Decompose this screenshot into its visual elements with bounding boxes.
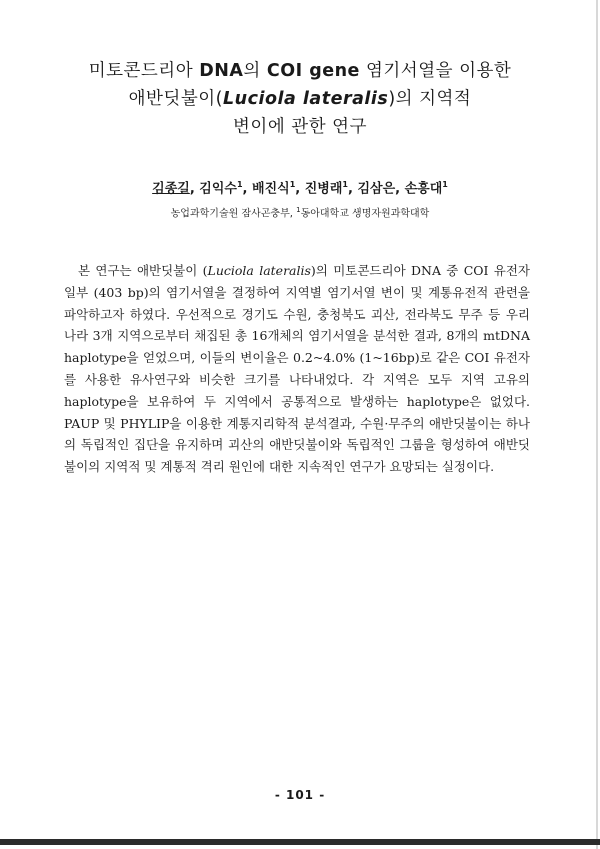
title-text: 염기서열을 이용한 xyxy=(359,61,512,81)
affiliation-line xyxy=(40,203,560,221)
author: , 진병래 xyxy=(295,181,343,197)
abstract-species-name: Luciola lateralis xyxy=(207,263,311,278)
affiliation-marker: 1 xyxy=(289,180,296,189)
page-bottom-edge xyxy=(0,839,600,845)
author: , 김삼은, 손흥대 xyxy=(347,181,443,197)
author-list xyxy=(40,176,560,198)
title-text-dna: DNA xyxy=(199,61,244,81)
author-first: 김종길 xyxy=(152,181,190,197)
title-species-name: Luciola lateralis xyxy=(223,89,389,109)
paper-title xyxy=(40,58,560,142)
affiliation-marker: 1 xyxy=(442,180,448,189)
abstract-body xyxy=(64,260,530,478)
abstract-text: 본 연구는 애반딧불이 ( xyxy=(78,263,208,278)
title-line-3: 변이에 관한 연구 xyxy=(233,117,367,137)
title-text-coi-gene: COI gene xyxy=(266,61,360,81)
title-text: 의 xyxy=(243,61,267,81)
title-text: )의 지역적 xyxy=(388,89,472,109)
title-text: 애반딧불이( xyxy=(128,89,224,109)
title-line-2 xyxy=(40,86,560,112)
affiliation-marker: 1 xyxy=(296,206,301,214)
author: , 배진식 xyxy=(242,181,290,197)
affiliation-1: 농업과학기술원 잠사곤충부, xyxy=(170,208,297,220)
title-text: 미토콘드리아 xyxy=(88,61,200,81)
affiliation-marker: 1 xyxy=(236,180,243,189)
abstract-text: )의 미토콘드리아 DNA 중 COI 유전자 일부 (403 bp)의 염기서열을 결정하여 지역별 염기서열 변이 및 계통유전적 관련을 파악하고자 하였다. 우선적으로 경기도 수원, 충청북도 괴산, 전라북도 무주 등 우리 나라 3개 지역으로부터 채집된 총 16개체의 염기서열을 분석한 결과, 8개의 mtDNA haplotype을 얻었으며, 이들의 변이율은 0.2~4.0% (1~16bp)로 같은 COI 유전자를 사용한 유사연구와 비슷한 크기를 나타내었다. 각 지역은 모두 지역 고유의 haplotype을 보유하여 두 지역에서 공통적으로 발생하는 haplotype은 없었다. PAUP 및 PHYLIP을 이용한 계통지리학적 분석결과, 수원·무주의 애반딧불이는 하나의 독립적인 집단을 유지하며 괴산의 애반딧불이와 독립적인 그룹을 형성하여 애반딧불이의 지역적 및 계통적 격리 원인에 대한 지속적인 연구가 요망되는 실정이다. xyxy=(64,263,530,475)
author: , 김익수 xyxy=(189,181,237,197)
affiliation-marker: 1 xyxy=(342,180,348,189)
title-line-1 xyxy=(40,58,560,84)
page-edge-shadow xyxy=(596,0,598,849)
affiliation-2: 동아대학교 생명자원과학대학 xyxy=(300,208,430,220)
page-number: - 101 - xyxy=(274,788,326,802)
